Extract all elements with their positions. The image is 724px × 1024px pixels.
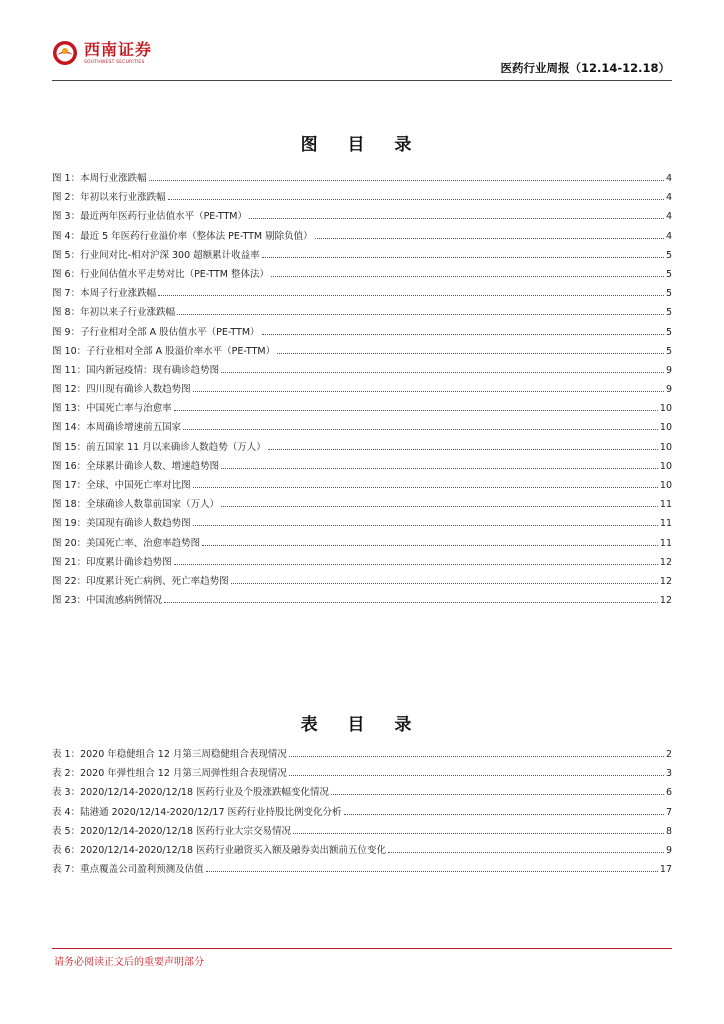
toc-entry-label: 表 6：2020/12/14-2020/12/18 医药行业融资买入额及融券卖出额前五位变化	[52, 844, 387, 856]
toc-dot-leader	[206, 871, 658, 872]
toc-dot-leader	[174, 410, 658, 411]
toc-dot-leader	[193, 391, 664, 392]
toc-entry-label: 图 11：国内新冠疫情：现有确诊趋势图	[52, 364, 220, 376]
toc-page-number: 9	[665, 384, 672, 396]
toc-page-number: 12	[659, 595, 672, 607]
tables-toc	[52, 746, 672, 880]
toc-dot-leader	[268, 449, 658, 450]
toc-entry-label: 表 4：陆港通 2020/12/14-2020/12/17 医药行业持股比例变化分析	[52, 806, 342, 818]
figure-toc-entry[interactable]	[52, 554, 672, 573]
toc-entry-label: 图 5：行业间对比-相对沪深 300 超额累计收益率	[52, 249, 260, 261]
toc-entry-label: 图 10：子行业相对全部 A 股溢价率水平（PE-TTM）	[52, 345, 276, 357]
toc-page-number: 2	[665, 749, 672, 760]
toc-dot-leader	[231, 583, 658, 584]
figure-toc-entry[interactable]	[52, 343, 672, 362]
toc-dot-leader	[262, 334, 664, 335]
toc-dot-leader	[271, 276, 664, 277]
toc-entry-label: 图 8：年初以来子行业涨跌幅	[52, 307, 176, 319]
toc-dot-leader	[221, 506, 658, 507]
table-toc-entry[interactable]	[52, 804, 672, 823]
report-title: 医药行业周报（12.14-12.18）	[500, 61, 670, 75]
toc-page-number: 4	[665, 192, 672, 204]
toc-page-number: 9	[665, 364, 672, 376]
toc-entry-label: 表 7：重点覆盖公司盈利预测及估值	[52, 864, 204, 876]
figure-toc-entry[interactable]	[52, 400, 672, 419]
toc-entry-label: 图 13：中国死亡率与治愈率	[52, 403, 172, 415]
toc-entry-label: 图 7：本周子行业涨跌幅	[52, 288, 157, 300]
figure-toc-entry[interactable]	[52, 515, 672, 534]
toc-entry-label: 图 20：美国死亡率、治愈率趋势图	[52, 537, 201, 549]
toc-entry-label: 图 18：全球确诊人数靠前国家（万人）	[52, 499, 220, 511]
toc-page-number: 6	[665, 787, 672, 799]
figure-toc-entry[interactable]	[52, 477, 672, 496]
page-header	[52, 30, 672, 80]
figure-toc-entry[interactable]	[52, 381, 672, 400]
table-toc-entry[interactable]	[52, 823, 672, 842]
toc-page-number: 5	[665, 288, 672, 300]
toc-dot-leader	[221, 372, 664, 373]
toc-entry-label: 表 3：2020/12/14-2020/12/18 医药行业及个股涨跌幅变化情况	[52, 787, 330, 799]
toc-entry-label: 图 12：四川现有确诊人数趋势图	[52, 384, 191, 396]
figure-toc-entry[interactable]	[52, 362, 672, 381]
table-toc-entry[interactable]	[52, 784, 672, 803]
figure-toc-entry[interactable]	[52, 419, 672, 438]
toc-page-number: 11	[659, 518, 672, 530]
toc-page-number: 17	[659, 864, 672, 876]
toc-entry-label: 图 17：全球、中国死亡率对比图	[52, 480, 191, 491]
toc-entry-label: 图 6：行业间估值水平走势对比（PE-TTM 整体法）	[52, 268, 270, 280]
table-toc-entry[interactable]	[52, 746, 672, 765]
toc-page-number: 12	[659, 556, 672, 568]
logo-mark-icon	[52, 40, 78, 66]
toc-page-number: 10	[659, 403, 672, 415]
toc-dot-leader	[331, 794, 664, 795]
toc-entry-label: 图 21：印度累计确诊趋势图	[52, 556, 172, 568]
toc-dot-leader	[174, 564, 658, 565]
toc-page-number: 4	[665, 211, 672, 223]
figure-toc-entry[interactable]	[52, 170, 672, 189]
toc-dot-leader	[388, 852, 664, 853]
toc-page-number: 10	[659, 422, 672, 434]
toc-entry-label: 图 16：全球累计确诊人数、增速趋势图	[52, 460, 220, 472]
figure-toc-entry[interactable]	[52, 458, 672, 477]
toc-page-number: 7	[665, 806, 672, 818]
footer-divider	[52, 948, 672, 949]
toc-dot-leader	[221, 468, 658, 469]
figure-toc-entry[interactable]	[52, 573, 672, 592]
logo-chinese-name: 西南证券	[84, 39, 153, 59]
table-toc-entry[interactable]	[52, 842, 672, 861]
toc-entry-label: 图 1：本周行业涨跌幅	[52, 173, 147, 184]
figure-toc-entry[interactable]	[52, 189, 672, 208]
toc-dot-leader	[202, 545, 658, 546]
toc-entry-label: 表 2：2020 年弹性组合 12 月第三周弹性组合表现情况	[52, 768, 287, 780]
footer-notice: 请务必阅读正文后的重要声明部分	[54, 957, 204, 968]
toc-page-number: 10	[659, 460, 672, 472]
figure-toc-entry[interactable]	[52, 208, 672, 227]
toc-page-number: 9	[665, 844, 672, 856]
toc-dot-leader	[277, 353, 664, 354]
tables-section-title: 表 目 录	[300, 715, 424, 735]
toc-page-number: 4	[665, 173, 672, 184]
toc-dot-leader	[158, 295, 664, 296]
toc-page-number: 12	[659, 575, 672, 587]
toc-page-number: 5	[665, 326, 672, 338]
toc-dot-leader	[344, 814, 664, 815]
toc-page-number: 11	[659, 537, 672, 549]
table-toc-entry[interactable]	[52, 765, 672, 784]
toc-page-number: 5	[665, 268, 672, 280]
toc-page-number: 8	[665, 825, 672, 837]
toc-page-number: 4	[665, 230, 672, 242]
toc-entry-label: 图 23：中国流感病例情况	[52, 595, 163, 607]
toc-dot-leader	[315, 238, 664, 239]
header-divider	[52, 80, 672, 81]
toc-entry-label: 图 22：印度累计死亡病例、死亡率趋势图	[52, 575, 229, 587]
toc-entry-label: 图 4：最近 5 年医药行业溢价率（整体法 PE-TTM 剔除负值）	[52, 230, 313, 242]
toc-page-number: 10	[659, 441, 672, 453]
toc-dot-leader	[262, 257, 664, 258]
figure-toc-entry[interactable]	[52, 324, 672, 343]
toc-dot-leader	[249, 218, 664, 219]
figure-toc-entry[interactable]	[52, 535, 672, 554]
figure-toc-entry[interactable]	[52, 592, 672, 611]
company-logo	[52, 40, 152, 66]
figures-toc	[52, 170, 672, 611]
toc-dot-leader	[183, 429, 658, 430]
toc-page-number: 5	[665, 345, 672, 357]
toc-entry-label: 图 3：最近两年医药行业估值水平（PE-TTM）	[52, 211, 247, 223]
figure-toc-entry[interactable]	[52, 439, 672, 458]
toc-entry-label: 图 14：本周确诊增速前五国家	[52, 422, 182, 434]
toc-dot-leader	[289, 775, 664, 776]
figure-toc-entry[interactable]	[52, 247, 672, 266]
toc-page-number: 10	[659, 480, 672, 491]
toc-dot-leader	[149, 180, 664, 181]
toc-page-number: 11	[659, 499, 672, 511]
toc-dot-leader	[193, 487, 658, 488]
toc-dot-leader	[289, 756, 664, 757]
toc-entry-label: 图 19：美国现有确诊人数趋势图	[52, 518, 191, 530]
figure-toc-entry[interactable]	[52, 496, 672, 515]
toc-entry-label: 表 1：2020 年稳健组合 12 月第三周稳健组合表现情况	[52, 749, 287, 760]
figure-toc-entry[interactable]	[52, 228, 672, 247]
figure-toc-entry[interactable]	[52, 285, 672, 304]
logo-english-name: SOUTHWEST SECURITIES	[84, 59, 145, 65]
toc-entry-label: 图 9：子行业相对全部 A 股估值水平（PE-TTM）	[52, 326, 260, 338]
toc-dot-leader	[177, 314, 664, 315]
figure-toc-entry[interactable]	[52, 304, 672, 323]
toc-dot-leader	[168, 199, 664, 200]
toc-dot-leader	[164, 602, 658, 603]
toc-dot-leader	[193, 525, 658, 526]
toc-entry-label: 图 2：年初以来行业涨跌幅	[52, 192, 166, 204]
figures-section-title: 图 目 录	[300, 135, 424, 155]
toc-page-number: 5	[665, 249, 672, 261]
table-toc-entry[interactable]	[52, 861, 672, 880]
toc-entry-label: 图 15：前五国家 11 月以来确诊人数趋势（万人）	[52, 441, 266, 453]
toc-entry-label: 表 5：2020/12/14-2020/12/18 医药行业大宗交易情况	[52, 825, 292, 837]
toc-dot-leader	[293, 833, 664, 834]
toc-page-number: 5	[665, 307, 672, 319]
figure-toc-entry[interactable]	[52, 266, 672, 285]
toc-page-number: 3	[665, 768, 672, 780]
